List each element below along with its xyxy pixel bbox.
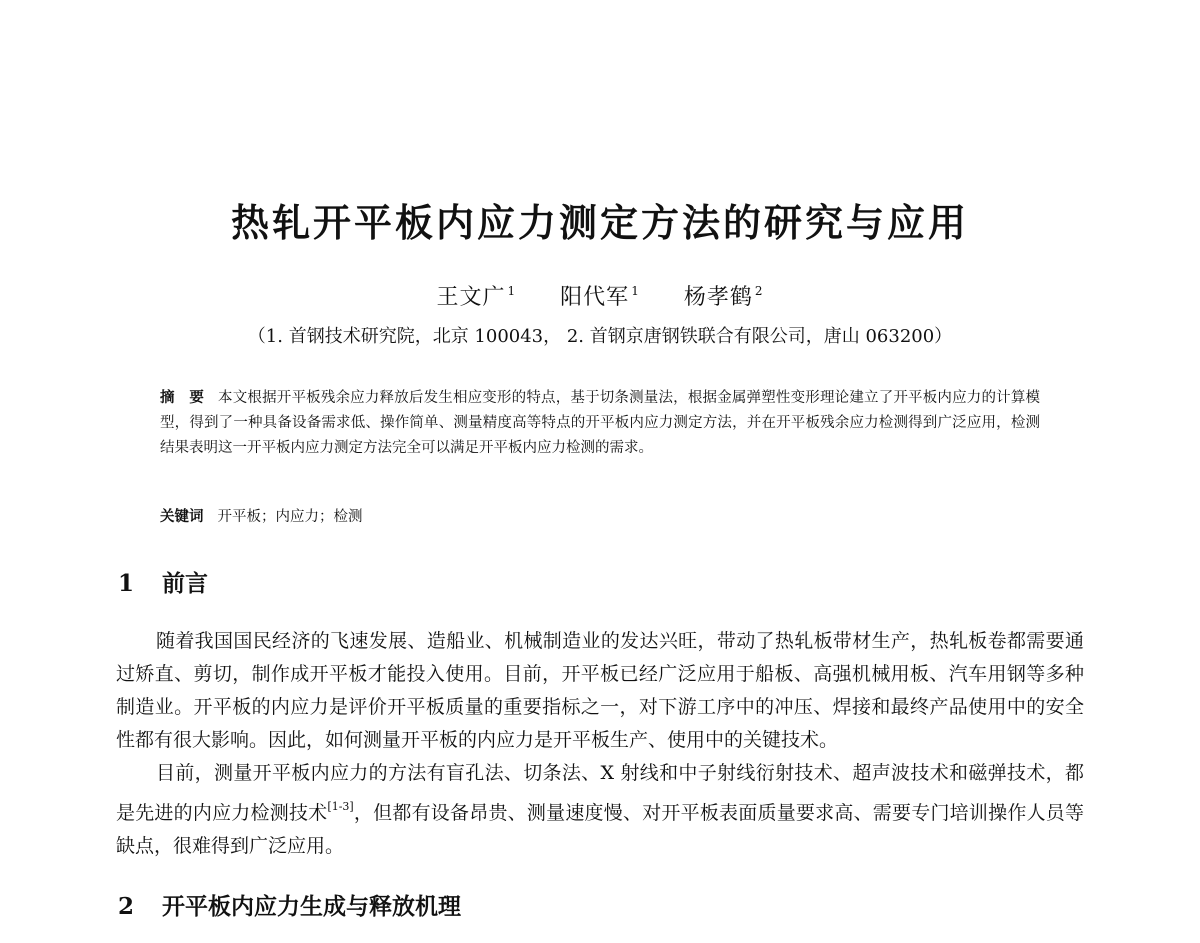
citation: [1-3] bbox=[327, 800, 354, 813]
body-paragraph-2 bbox=[116, 757, 1084, 863]
section-title: 前言 bbox=[162, 571, 208, 597]
affiliation-mark: 2 bbox=[754, 284, 764, 298]
abstract-text: 本文根据开平板残余应力释放后发生相应变形的特点，基于切条测量法，根据金属弹塑性变形理论建立了开平板内应力的计算模型，得到了一种具备设备需求低、操作简单、测量精度高等特点的开平板内应力测定方法，并在开平板残余应力检测得到广泛应用，检测结果表明这一开平板内应力测定方法完全可以满足开平板内应力检测的需求。 bbox=[160, 390, 1040, 456]
section-number: 1 bbox=[118, 570, 135, 597]
author bbox=[684, 280, 764, 311]
author-name: 杨孝鹤 bbox=[683, 285, 753, 310]
abstract bbox=[160, 386, 1040, 461]
section-heading-1 bbox=[118, 565, 208, 598]
affiliation-mark: 1 bbox=[507, 284, 517, 298]
paragraph-text: 目前，测量开平板内应力的方法有盲孔法、切条法、X 射线和中子射线衍射技术、超声波技术和磁弹技术，都是先进的内应力检测技术 bbox=[116, 762, 1084, 824]
keywords-text: 开平板；内应力；检测 bbox=[217, 509, 363, 525]
paper-title: 热轧开平板内应力测定方法的研究与应用 bbox=[230, 201, 969, 245]
section-heading-2 bbox=[118, 888, 461, 921]
keywords-label: 关键词 bbox=[160, 509, 204, 525]
affiliation-line: （1. 首钢技术研究院，北京 100043， 2. 首钢京唐钢铁联合有限公司，唐山 063200） bbox=[247, 326, 953, 347]
body-paragraph-1: 随着我国国民经济的飞速发展、造船业、机械制造业的发达兴旺，带动了热轧板带材生产，热轧板卷都需要通过矫直、剪切，制作成开平板才能投入使用。目前，开平板已经广泛应用于船板、高强机械用板、汽车用钢等多种制造业。开平板的内应力是评价开平板质量的重要指标之一，对下游工序中的冲压、焊接和最终产品使用中的安全性都有很大影响。因此，如何测量开平板的内应力是开平板生产、使用中的关键技术。 bbox=[116, 630, 1084, 751]
author-name: 王文广 bbox=[436, 285, 506, 310]
author-list bbox=[0, 280, 1200, 311]
author bbox=[560, 280, 640, 311]
author-name: 阳代军 bbox=[560, 285, 630, 310]
affiliation-mark: 1 bbox=[631, 284, 640, 298]
keywords bbox=[160, 505, 1040, 526]
author bbox=[437, 280, 517, 311]
paragraph-text: ，但都有设备昂贵、测量速度慢、对开平板表面质量要求高、需要专门培训操作人员等缺点，很难得到广泛应用。 bbox=[116, 802, 1084, 857]
section-title: 开平板内应力生成与释放机理 bbox=[162, 894, 461, 920]
section-number: 2 bbox=[118, 893, 135, 920]
abstract-label: 摘 要 bbox=[160, 390, 205, 406]
